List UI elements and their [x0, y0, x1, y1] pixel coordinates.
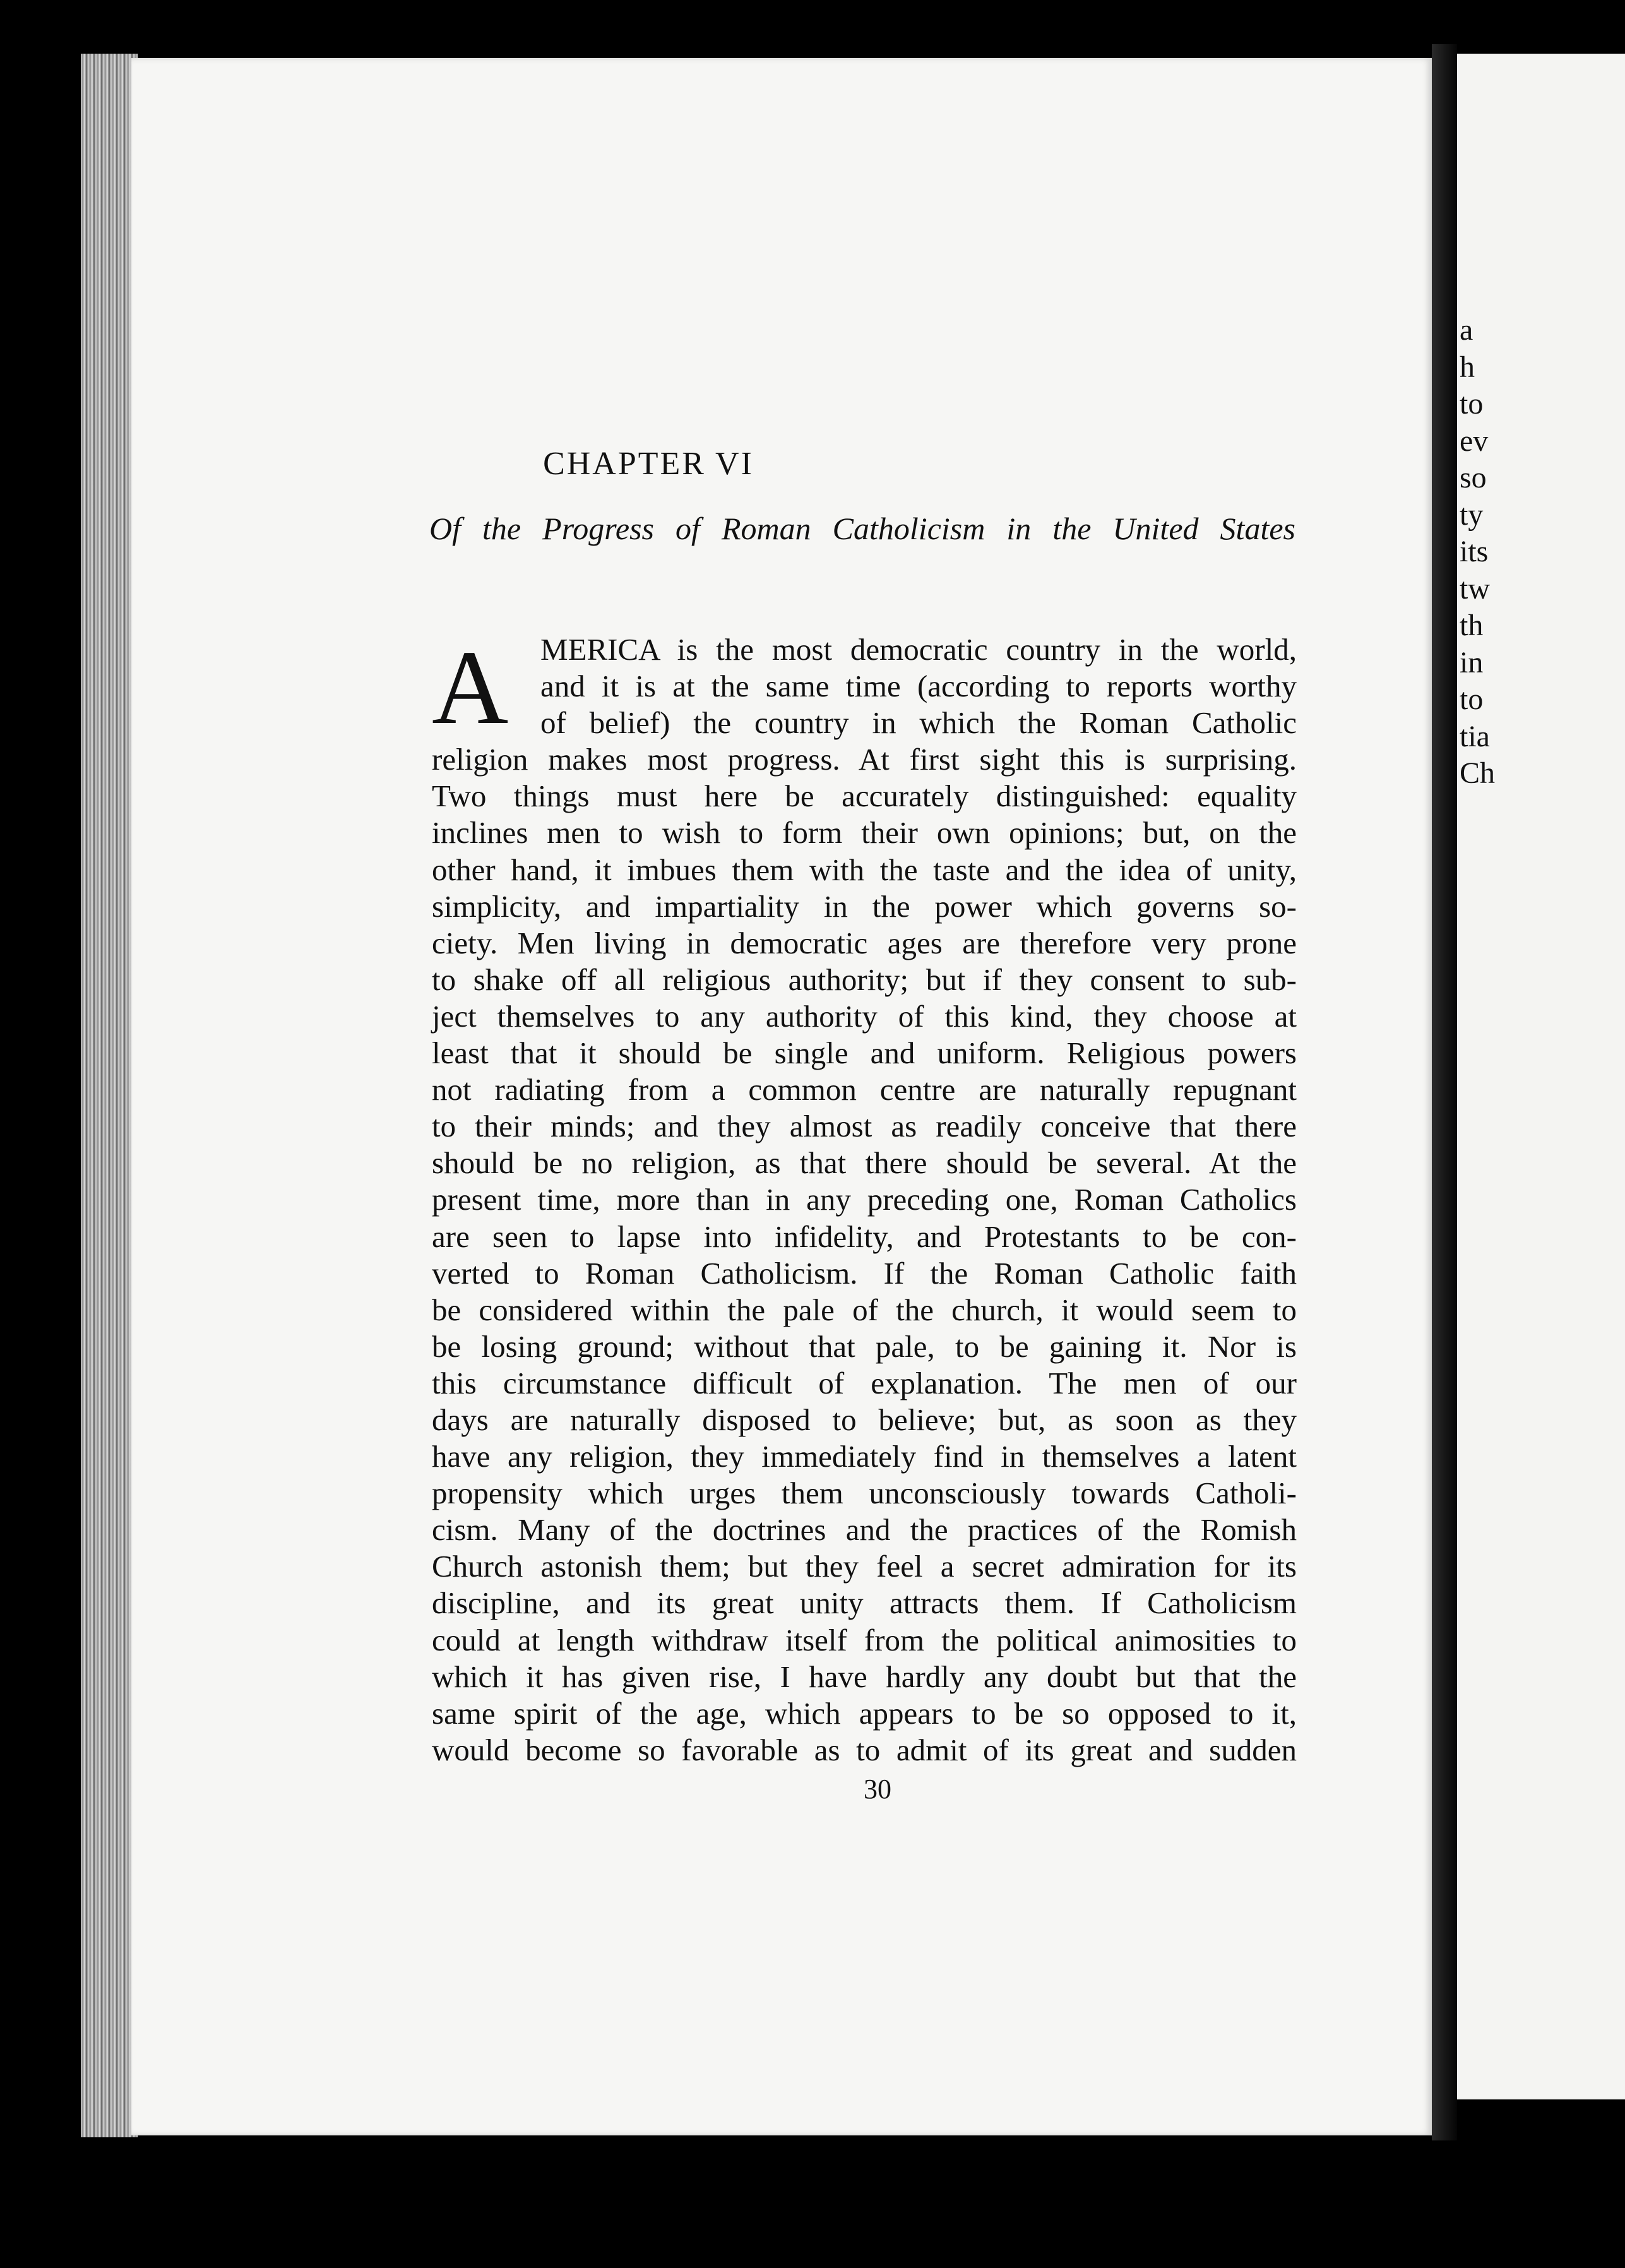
text-line: least that it should be single and uniform. Religious powers: [432, 1036, 1297, 1071]
facing-page: [1457, 54, 1625, 2099]
text-line: MERICA is the most democratic country in the world,: [540, 632, 1297, 667]
drop-cap: A: [432, 629, 509, 746]
text-line: could at length withdraw itself from the political animosities to: [432, 1622, 1297, 1657]
facing-page-fragment: in: [1460, 645, 1484, 679]
facing-page-fragment: tw: [1460, 571, 1490, 606]
text-line: present time, more than in any preceding one, Roman Catholics: [432, 1182, 1297, 1217]
facing-page-fragment: so: [1460, 461, 1487, 494]
text-line: are seen to lapse into infidelity, and Protestants to be con-: [432, 1219, 1297, 1254]
text-line: Two things must here be accurately distinguished: equality: [432, 779, 1297, 814]
facing-page-fragment: tia: [1460, 719, 1490, 753]
text-line: which it has given rise, I have hardly any doubt but that the: [432, 1659, 1297, 1694]
text-line: discipline, and its great unity attracts them. If Catholicism: [432, 1585, 1297, 1621]
chapter-title: CHAPTER VI: [543, 446, 754, 482]
facing-page-fragment: Ch: [1460, 756, 1496, 790]
facing-page-fragment: h: [1460, 350, 1475, 384]
page-number: 30: [864, 1774, 891, 1805]
text-line: be considered within the pale of the church, it would seem to: [432, 1292, 1297, 1327]
text-line: ciety. Men living in democratic ages are therefore very prone: [432, 925, 1297, 960]
page-stack-edge: [81, 54, 138, 2137]
text-line: same spirit of the age, which appears to be so opposed to it,: [432, 1695, 1297, 1731]
text-line: Church astonish them; but they feel a secret admiration for its: [432, 1549, 1297, 1584]
text-line: of belief) the country in which the Roman Catholic: [540, 705, 1297, 741]
text-line: inclines men to wish to form their own opinions; but, on the: [432, 815, 1297, 850]
text-line: should be no religion, as that there should be several. At the: [432, 1145, 1297, 1181]
facing-page-fragment: its: [1460, 535, 1489, 568]
text-line: ject themselves to any authority of this kind, they choose at: [432, 998, 1297, 1034]
text-line: other hand, it imbues them with the taste and the idea of unity,: [432, 852, 1297, 887]
text-line: simplicity, and impartiality in the power which governs so-: [432, 888, 1297, 924]
facing-page-fragment: ev: [1460, 424, 1489, 458]
text-line: not radiating from a common centre are naturally repugnant: [432, 1072, 1297, 1107]
text-line: be losing ground; without that pale, to be gaining it. Nor is: [432, 1328, 1297, 1364]
book-gutter: [1432, 44, 1457, 2140]
facing-page-fragment: ty: [1460, 498, 1484, 532]
text-line: this circumstance difficult of explanation. The men of our: [432, 1365, 1297, 1400]
facing-page-fragment: to: [1460, 683, 1484, 716]
text-line: to their minds; and they almost as readily conceive that there: [432, 1109, 1297, 1144]
chapter-body: [432, 631, 1297, 1769]
facing-page-fragment: to: [1460, 387, 1484, 421]
text-line: have any religion, they immediately find in themselves a latent: [432, 1439, 1297, 1474]
facing-page-fragment: th: [1460, 609, 1484, 642]
text-line: verted to Roman Catholicism. If the Roman Catholic faith: [432, 1255, 1297, 1291]
facing-page-fragment: a: [1460, 313, 1473, 347]
text-line: propensity which urges them unconsciously towards Catholi-: [432, 1476, 1297, 1511]
text-line: to shake off all religious authority; but if they consent to sub-: [432, 962, 1297, 997]
text-line: would become so favorable as to admit of its great and sudden: [432, 1732, 1297, 1767]
text-line: cism. Many of the doctrines and the practices of the Romish: [432, 1512, 1297, 1548]
text-line: and it is at the same time (according to reports worthy: [540, 669, 1297, 704]
text-line: days are naturally disposed to believe; but, as soon as they: [432, 1402, 1297, 1437]
chapter-subtitle: Of the Progress of Roman Catholicism in the United States: [429, 511, 1295, 546]
text-line: religion makes most progress. At first sight this is surprising.: [432, 742, 1297, 777]
